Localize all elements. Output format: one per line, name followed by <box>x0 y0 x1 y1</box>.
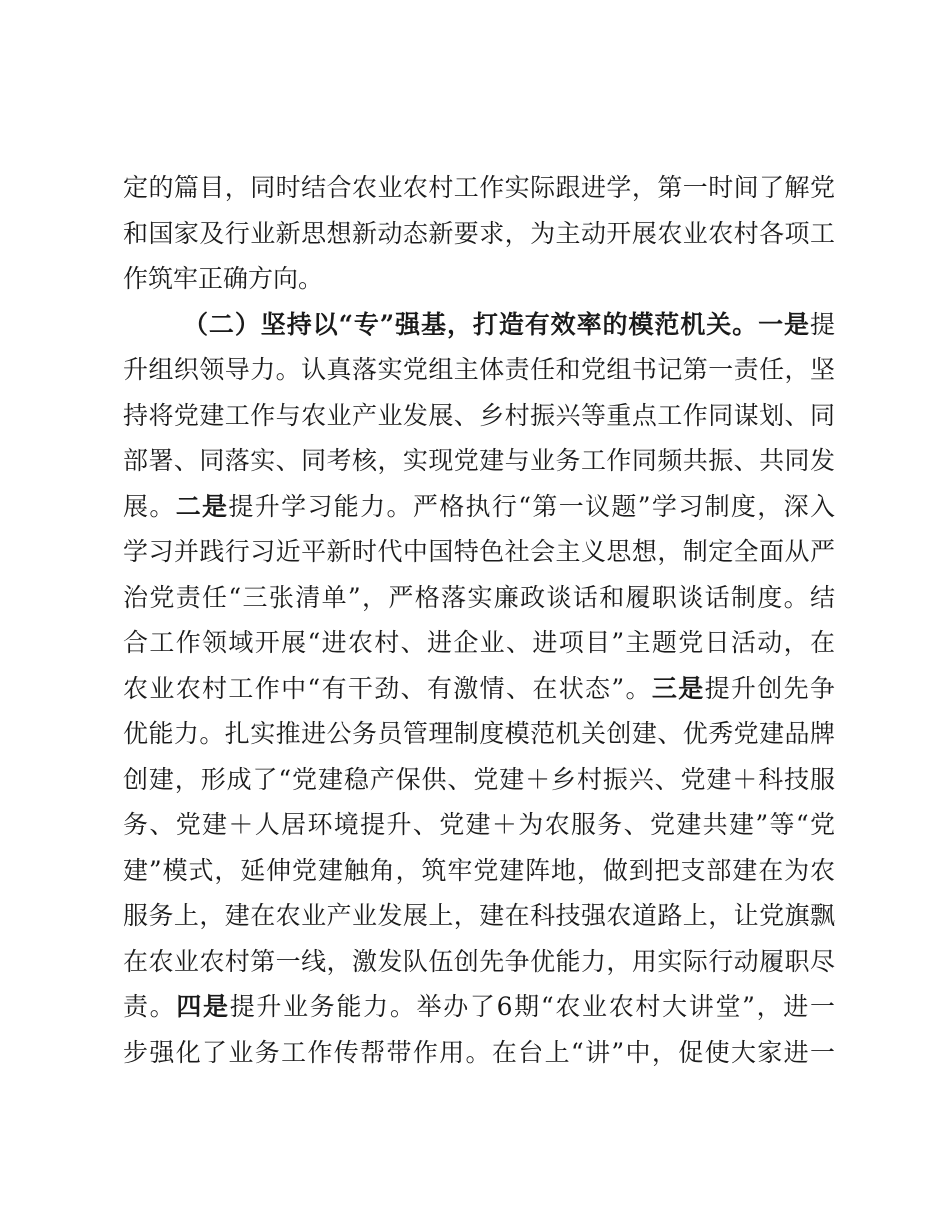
text-line: 持将党建工作与农业产业发展、乡村振兴等重点工作同谋划、同 <box>123 400 835 430</box>
item-marker-3: 三是 <box>651 673 705 703</box>
text-line: 合工作领域开展“进农村、进企业、进项目”主题党日活动，在 <box>123 628 835 657</box>
text-fragment: 展。 <box>123 491 176 521</box>
item-marker-2: 二是 <box>175 491 229 521</box>
text-line <box>123 666 835 712</box>
text-fragment: 提升创先争 <box>704 673 835 703</box>
item-marker-1: 一是 <box>758 309 810 339</box>
text-line: 步强化了业务工作传帮带作用。在台上“讲”中，促使大家进一 <box>123 1037 835 1067</box>
text-line: 学习并践行习近平新时代中国特色社会主义思想，制定全面从严 <box>123 537 835 566</box>
text-line: 在农业农村第一线，激发队伍创先争优能力，用实际行动履职尽 <box>123 946 835 976</box>
text-line: 和国家及行业新思想新动态新要求，为主动开展农业农村各项工 <box>123 218 835 248</box>
text-line: 务、党建＋人居环境提升、党建＋为农服务、党建共建”等“党 <box>123 810 835 839</box>
text-line: 建”模式，延伸党建触角，筑牢党建阵地，做到把支部建在为农 <box>123 855 835 885</box>
text-line: 升组织领导力。认真落实党组主体责任和党组书记第一责任，坚 <box>123 355 835 384</box>
text-fragment: 提升学习能力。严格执行“第一议题”学习制度，深入 <box>228 491 835 521</box>
text-line: 创建，形成了“党建稳产保供、党建＋乡村振兴、党建＋科技服 <box>123 764 835 794</box>
document-body <box>123 165 835 1075</box>
text-line: 服务上，建在农业产业发展上，建在科技强农道路上，让党旗飘 <box>123 901 835 930</box>
section-heading-line <box>123 302 835 348</box>
text-line <box>123 484 835 530</box>
text-fragment: 农业农村工作中“有干劲、有激情、在状态”。 <box>123 673 652 703</box>
text-fragment: 责。 <box>123 992 177 1021</box>
text-line <box>123 984 835 1030</box>
text-fragment: 提升业务能力。举办了6期“农业农村大讲堂”，进一 <box>229 992 835 1021</box>
text-line: 优能力。扎实推进公务员管理制度模范机关创建、优秀党建品牌 <box>123 719 835 748</box>
section-heading: （二）坚持以“专”强基，打造有效率的模范机关。 <box>183 309 759 339</box>
text-fragment: 提 <box>809 309 835 339</box>
item-marker-4: 四是 <box>176 992 230 1021</box>
text-line: 治党责任“三张清单”，严格落实廉政谈话和履职谈话制度。结 <box>123 582 835 612</box>
text-line: 作筑牢正确方向。 <box>123 264 324 293</box>
text-line: 部署、同落实、同考核，实现党建与业务工作同频共振、共同发 <box>123 446 835 475</box>
text-line: 定的篇目，同时结合农业农村工作实际跟进学，第一时间了解党 <box>123 173 835 202</box>
